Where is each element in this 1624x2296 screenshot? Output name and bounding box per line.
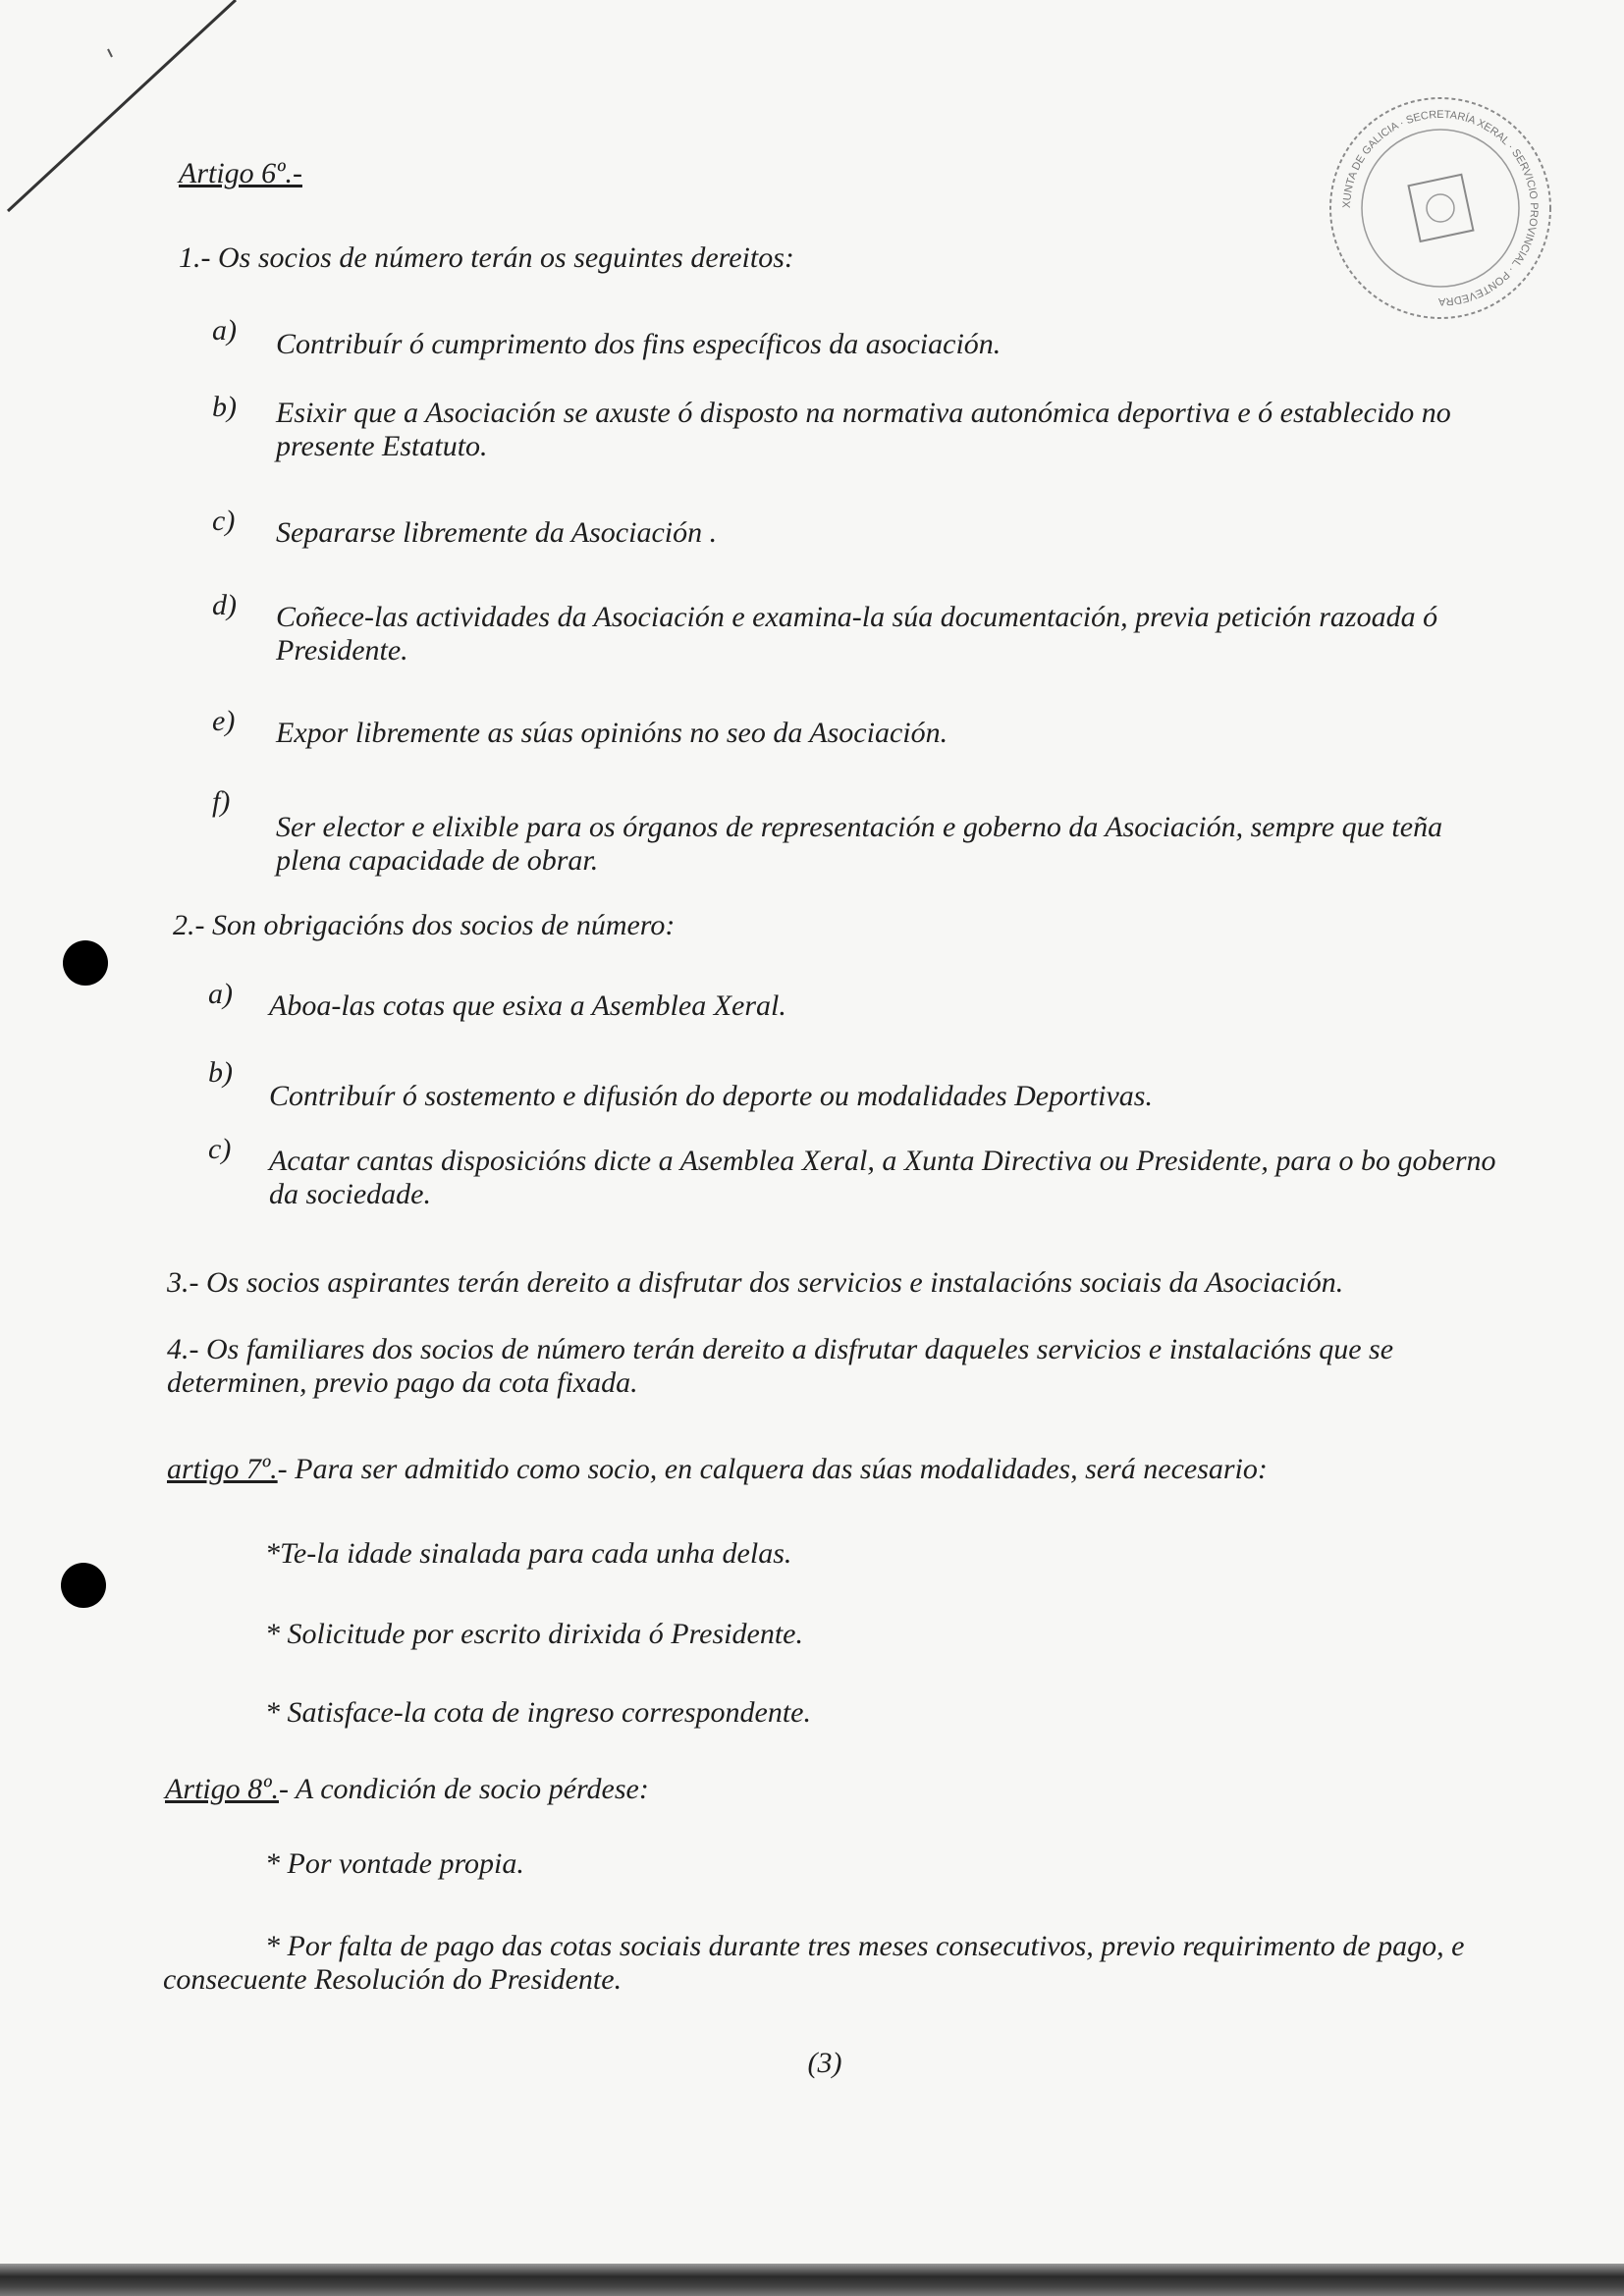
art6-section3: 3.- Os socios aspirantes terán dereito a disfrutar dos servicios e instalacións sociais da Asociación. [167,1266,1344,1299]
scan-bottom-edge [0,2264,1624,2296]
art8-paragraph [165,1773,649,1806]
official-stamp [1321,93,1561,324]
art6-s2-item-c: Acatar cantas disposicións dicte a Asemblea Xeral, a Xunta Directiva ou Presidente, para o bo goberno da sociedade. [269,1145,1496,1210]
punch-hole-top [63,940,108,986]
art6-section2-title: 2.- Son obrigacións dos socios de número: [173,909,676,941]
art6-s1-item-c: Separarse libremente da Asociación . [276,516,718,549]
art6-s1-item-d-label: d) [212,589,237,621]
art6-s2-item-a-label: a) [208,978,233,1010]
art6-s1-item-f-label: f) [212,785,231,818]
art7-paragraph [167,1453,1268,1486]
art6-s2-item-c-label: c) [208,1133,232,1165]
art6-s1-item-e-label: e) [212,705,236,737]
art7-item-3: * Satisface-la cota de ingreso correspondente. [265,1696,811,1729]
page-number: (3) [807,2047,842,2079]
art7-intro: - Para ser admitido como socio, en calquera das súas modalidades, será necesario: [277,1453,1268,1485]
art6-s1-item-e: Expor libremente as súas opinións no seo da Asociación. [276,717,948,749]
art6-section4: 4.- Os familiares dos socios de número terán dereito a disfrutar daqueles servicios e instalacións que se determinen, previo pago da cota fixada. [167,1333,1394,1399]
art6-s1-item-a: Contribuír ó cumprimento dos fins específicos da asociación. [276,328,1001,360]
art6-s1-item-c-label: c) [212,505,236,537]
art6-s2-item-b: Contribuír ó sostemento e difusión do deporte ou modalidades Deportivas. [269,1080,1153,1112]
art6-s1-item-d: Coñece-las actividades da Asociación e examina-la súa documentación, previa petición razoada ó Presidente. [276,601,1438,667]
art6-s1-item-f: Ser elector e elixible para os órganos de representación e goberno da Asociación, sempre que teña plena capacidade de obrar. [276,811,1443,877]
art7-heading: artigo 7º. [167,1453,278,1485]
stamp-text: XUNTA DE GALICIA · SECRETARÍA XERAL · SERVICIO PROVINCIAL · PONTEVEDRA [1340,108,1541,308]
art7-item-1: *Te-la idade sinalada para cada unha delas. [265,1537,792,1570]
art6-section1-title: 1.- Os socios de número terán os seguintes dereitos: [179,241,794,274]
art6-s1-item-b: Esixir que a Asociación se axuste ó disposto na normativa autonómica deportiva e ó establecido no presente Estatuto. [276,397,1451,462]
punch-hole-bottom [61,1563,106,1608]
art8-item-2: * Por falta de pago das cotas sociais durante tres meses consecutivos, previo requirimento de pago, e consecuente Resolución do Presidente. [163,1930,1465,1996]
svg-text:XUNTA DE GALICIA · SECRETARÍA [1341,109,1540,307]
art6-s1-item-a-label: a) [212,314,237,347]
art6-heading: Artigo 6º.- [179,157,302,189]
art8-heading: Artigo 8º. [165,1773,279,1805]
art6-s2-item-b-label: b) [208,1056,233,1089]
art8-item-1: * Por vontade propia. [265,1847,524,1880]
art7-item-2: * Solicitude por escrito dirixida ó Presidente. [265,1618,803,1650]
scan-corner-mark [0,0,255,236]
art6-s2-item-a: Aboa-las cotas que esixa a Asemblea Xeral. [269,989,786,1022]
art6-s1-item-b-label: b) [212,391,237,423]
art8-intro: - A condición de socio pérdese: [278,1773,649,1805]
